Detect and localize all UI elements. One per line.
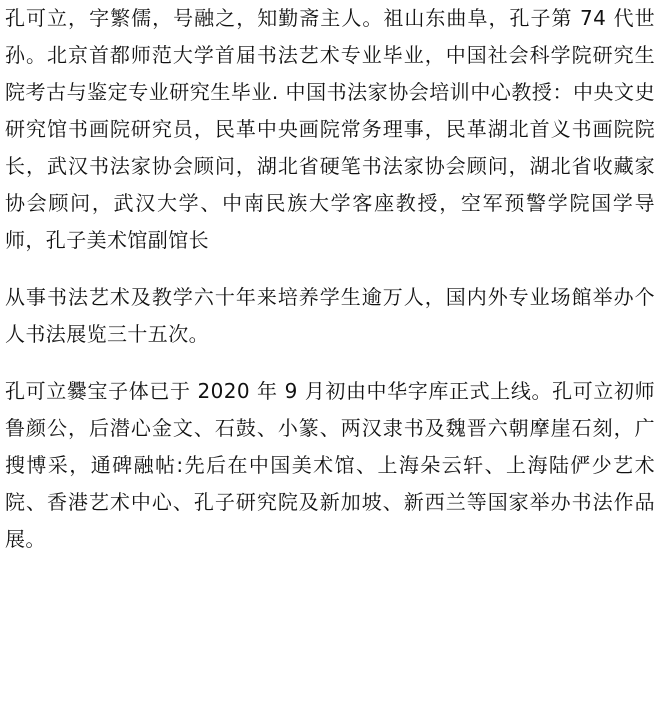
bio-paragraph: 孔可立，字繁儒，号融之，知勤斋主人。祖山东曲阜，孔子第 74 代世孙。北京首都师范大学首届书法艺术专业毕业，中国社会科学院研究生院考古与鉴定专业研究生毕业. 中国书法家协会培训中心教授：中央文史研究馆书画院研究员，民革中央画院常务理事，民革湖北首义书画院院长，武汉书法家协会顾问，湖北省硬笔书法家协会顾问，湖北省收藏家协会顾问，武汉大学、中南民族大学客座教授，空军预警学院国学导师，孔子美术馆副馆长 bbox=[5, 6, 655, 252]
font-and-exhibitions-paragraph: 孔可立爨宝子体已于 2020 年 9 月初由中华字库正式上线。孔可立初师鲁颜公，后潜心金文、石鼓、小篆、两汉隶书及魏晋六朝摩崖石刻，广搜博采，通碑融帖:先后在中国美术馆、上海朵云轩、上海陆俨少艺术院、香港艺术中心、孔子研究院及新加坡、新西兰等国家举办书法作品展。 bbox=[5, 379, 655, 551]
article-body bbox=[5, 0, 655, 558]
teaching-paragraph: 从事书法艺术及教学六十年来培养学生逾万人，国内外专业场館举办个人书法展览三十五次。 bbox=[5, 285, 655, 346]
